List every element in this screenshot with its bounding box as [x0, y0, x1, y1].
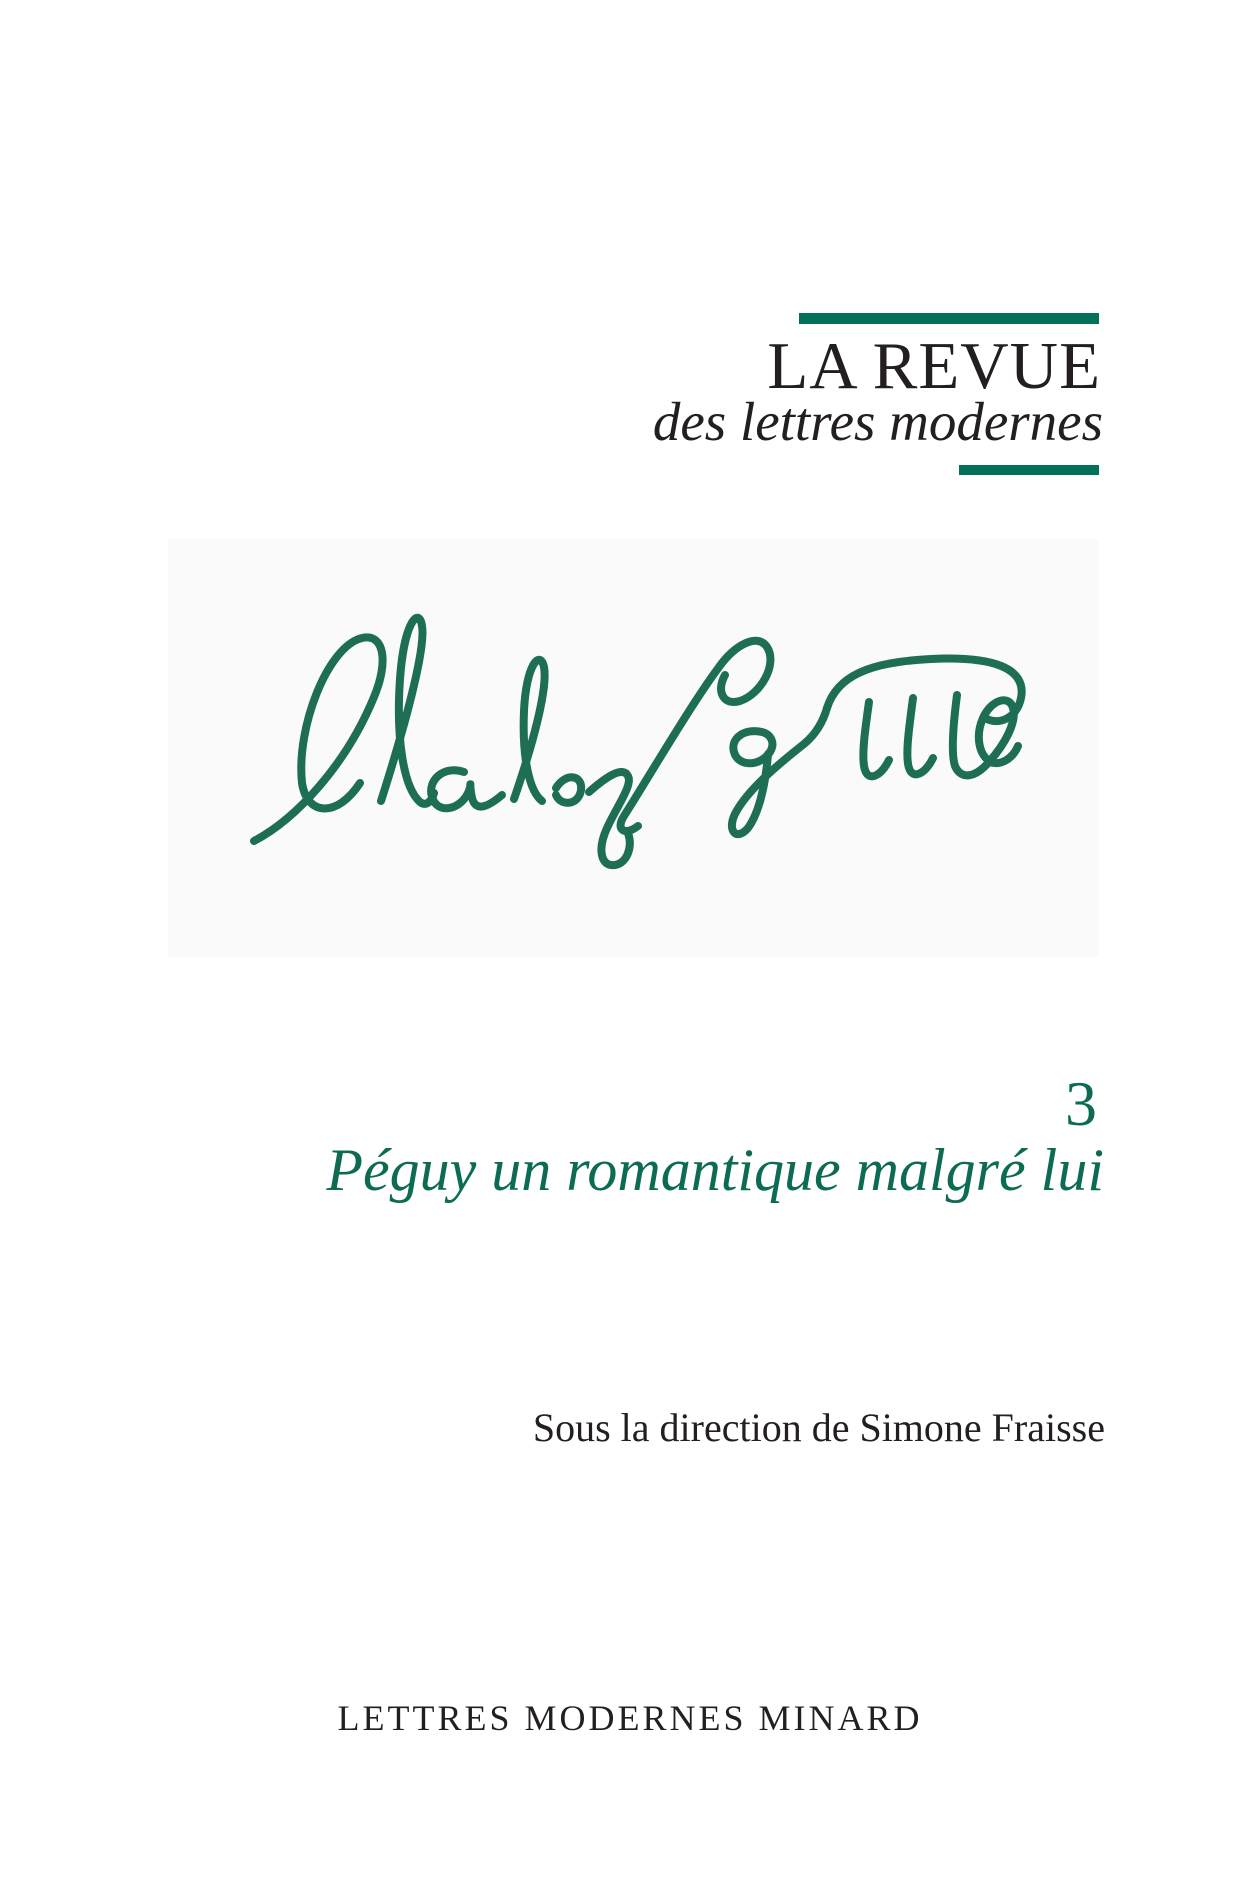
signature-panel: [168, 539, 1098, 957]
masthead-rule-top: [799, 313, 1099, 324]
signature-stroke: [907, 698, 933, 774]
signature-stroke: [827, 659, 1022, 722]
signature-stroke: [732, 708, 827, 834]
masthead-title: LA REVUE: [767, 329, 1101, 403]
publisher-imprint: LETTRES MODERNES MINARD: [337, 1698, 923, 1738]
masthead-subtitle: des lettres modernes: [652, 391, 1103, 452]
issue-title: Péguy un romantique malgré lui: [326, 1137, 1104, 1203]
charles-peguy-signature-image: [168, 539, 1098, 957]
signature-stroke: [953, 695, 1018, 775]
signature-stroke: [556, 777, 581, 802]
issue-number: 3: [1065, 1068, 1097, 1139]
masthead-rule-bottom: [959, 465, 1099, 475]
signature-stroke: [431, 770, 502, 808]
signature-stroke: [254, 637, 383, 841]
signature-stroke: [514, 660, 545, 801]
signature-stroke: [381, 618, 434, 804]
editor-credit: Sous la direction de Simone Fraisse: [532, 1405, 1105, 1450]
signature-stroke: [863, 702, 889, 776]
